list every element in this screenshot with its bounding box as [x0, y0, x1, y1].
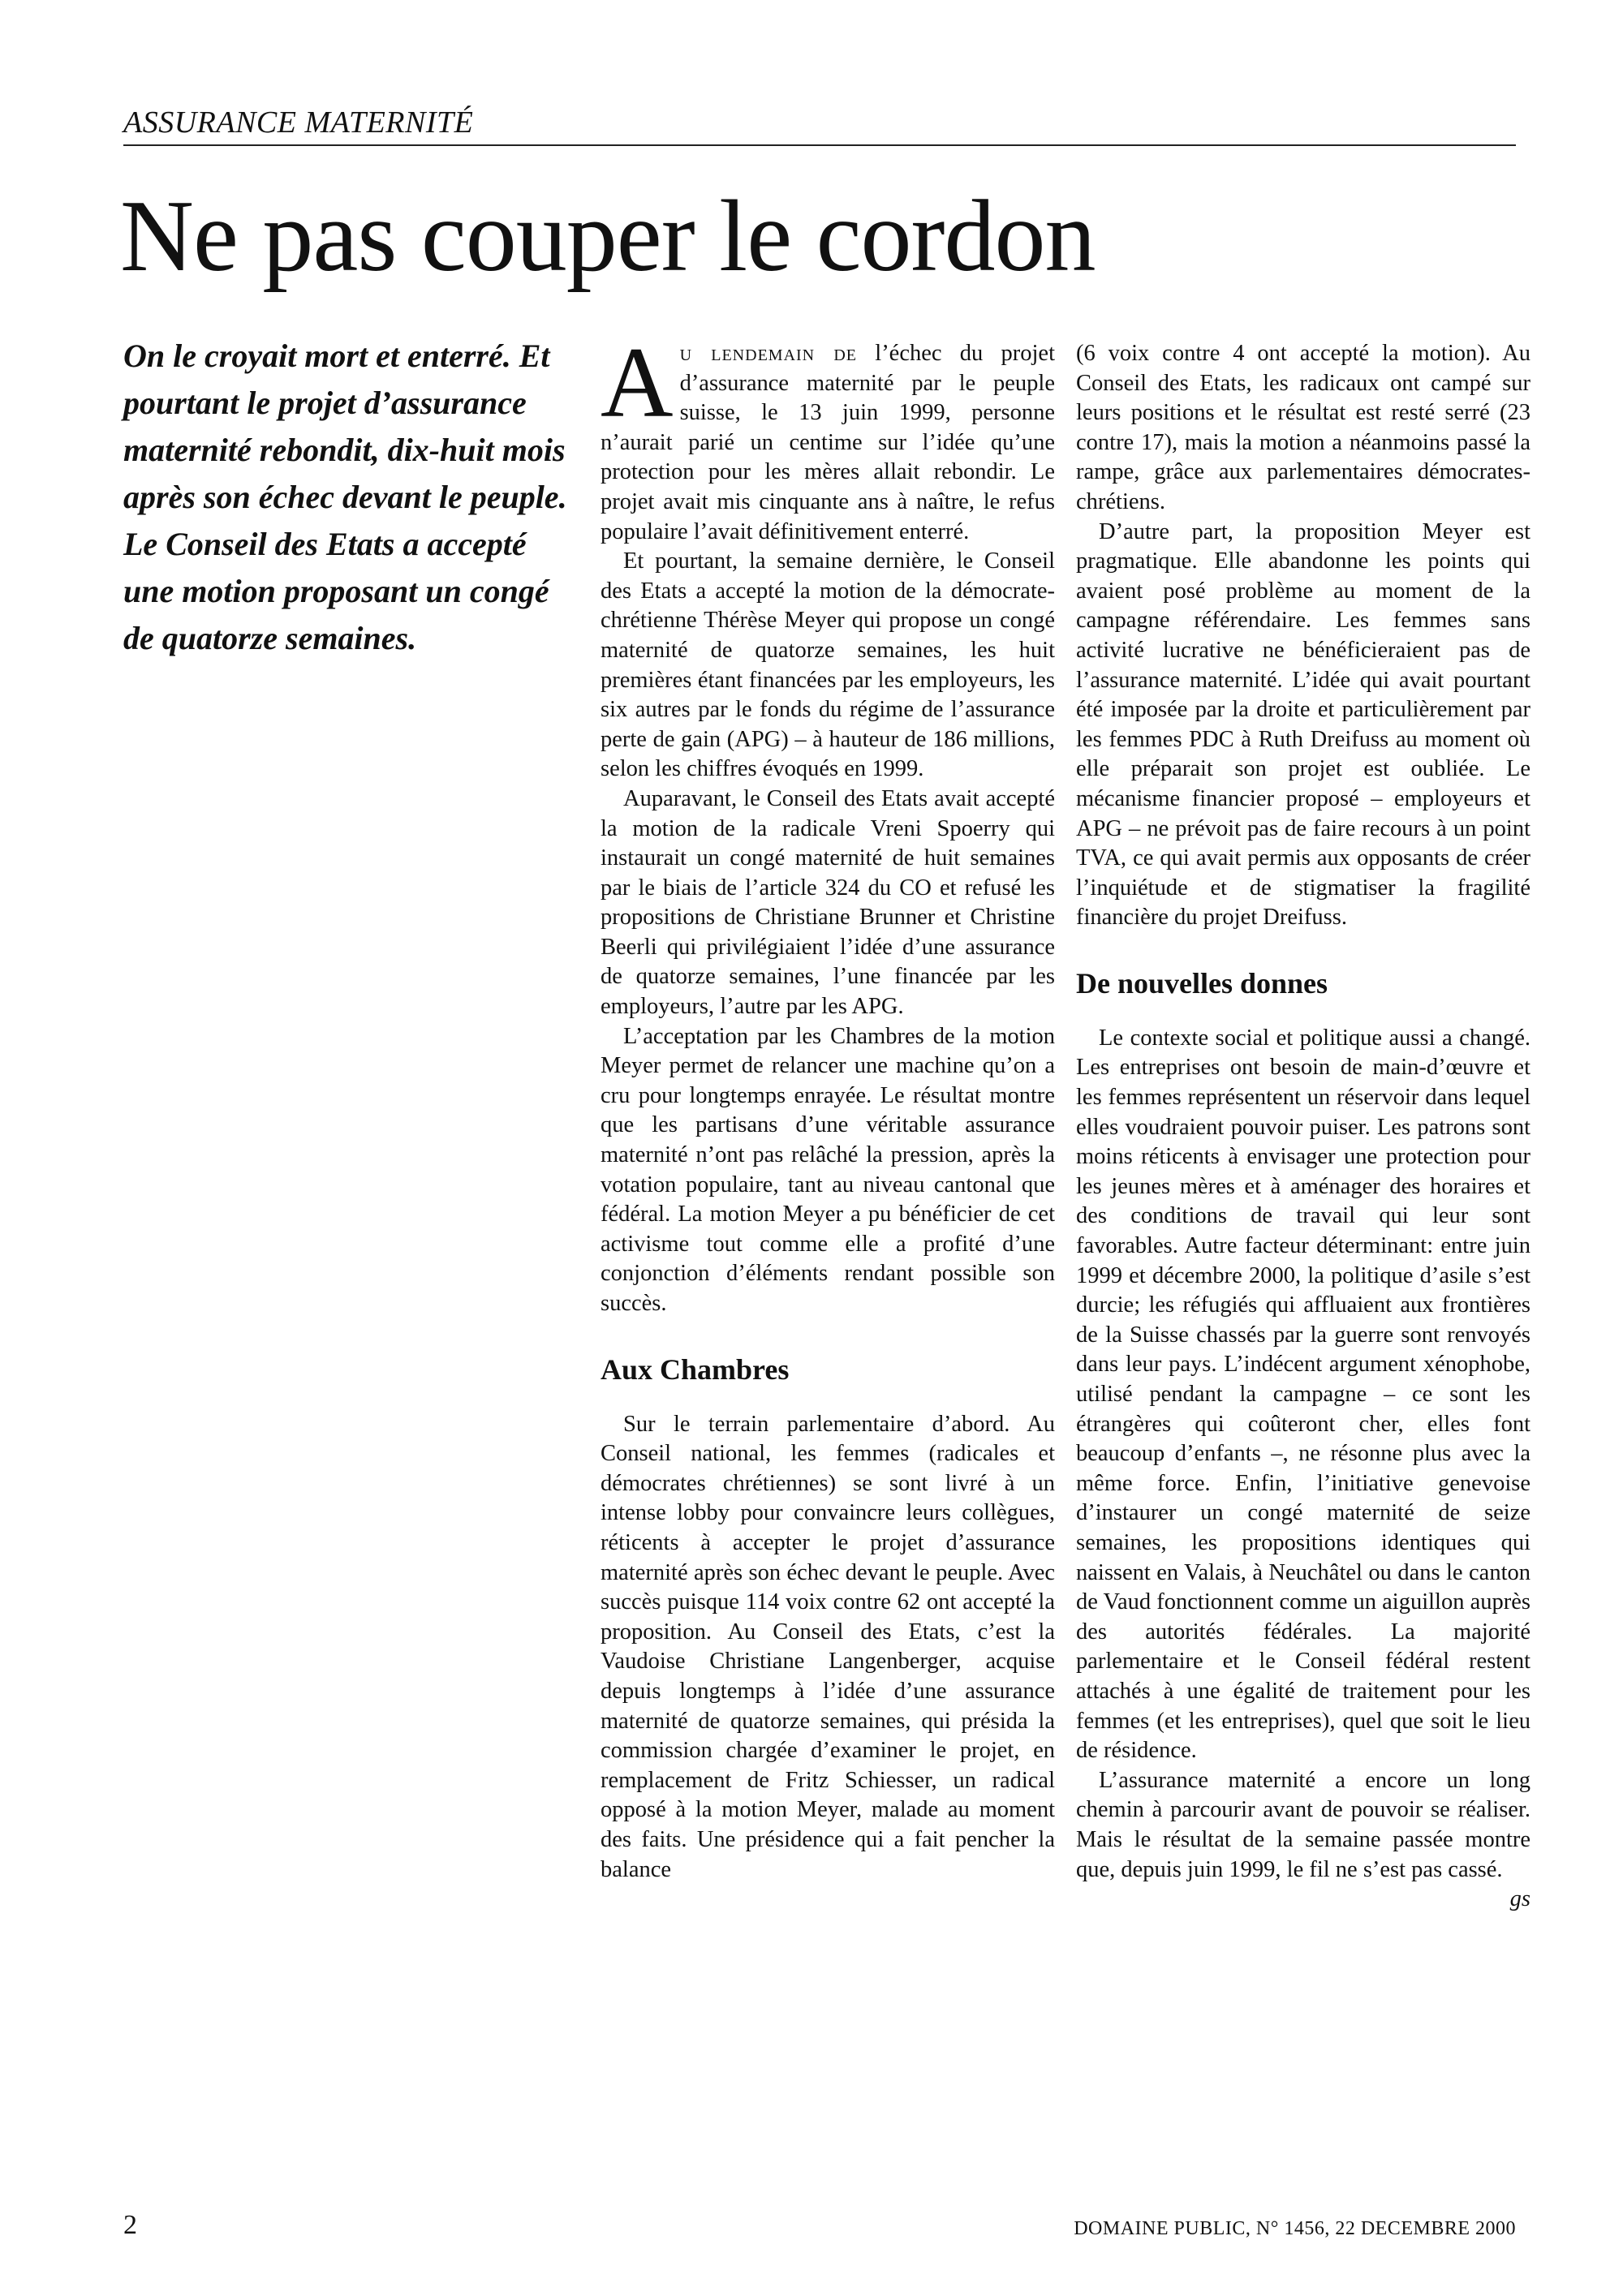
article-lead [123, 333, 578, 662]
publication-info: DOMAINE PUBLIC, N° 1456, 22 DECEMBRE 2000 [1074, 2218, 1516, 2239]
body-paragraph [1076, 1766, 1530, 1912]
body-paragraph: Auparavant, le Conseil des Etats avait accepté la motion de la radicale Vreni Spoerry qui instaurait un congé maternité de huit semaines par le biais de l’article 324 du CO et refusé les propositions de Christiane Brunner et Christine Beerli qui privilégiaient l’idée d’une assurance de quatorze semaines, l’une financée par les employeurs, l’autre par les APG. [601, 785, 1055, 1020]
lead-paragraph-1: On le croyait mort et enterré. Et pourtant le projet d’assurance maternité rebondit, dix-huit mois après son échec devant le peuple. [123, 338, 567, 515]
body-paragraph [601, 327, 1055, 547]
author-signature: gs [1509, 1886, 1530, 1912]
article-column-2 [1076, 339, 1530, 1915]
body-paragraph: Le contexte social et politique aussi a changé. Les entreprises ont besoin de main-d’œuvre et les femmes représentent un réservoir dans lequel elles voudraient pouvoir puiser. Les patrons sont moins réticents à envisager une protection pour les jeunes mères et à aménager des horaires et des conditions de travail qui leur sont favorables. Autre facteur déterminant: entre juin 1999 et décembre 2000, la politique d’asile s’est durcie; les réfugiés qui affluaient aux frontières de la Suisse chassés par la guerre sont renvoyés dans leur pays. L’indécent argument xénophobe, utilisé pendant la campagne – ce sont les étrangères qui coûteront cher, elles font beaucoup d’enfants –, ne résonne plus avec la même force. Enfin, l’initiative genevoise d’instaurer un congé maternité de seize semaines, les propositions identiques qui naissent en Valais, à Neuchâtel ou dans le canton de Vaud fonctionnent comme un aiguillon auprès des autorités fédérales. La majorité parlementaire et le Conseil fédéral restent attachés à une égalité de traitement pour les femmes (et les entreprises), quel que soit le lieu de résidence. [1076, 1025, 1530, 1764]
page-number: 2 [123, 2210, 137, 2240]
body-paragraph: D’autre part, la proposition Meyer est pragmatique. Elle abandonne les points qui avaient posé problème au moment de la campagne référendaire. Les femmes sans activité lucrative ne bénéficieraient pas de l’assurance maternité. L’idée qui avait pourtant été imposée par la droite et particulièrement par les femmes PDC à Ruth Dreifuss au moment où elle préparait son projet est oubliée. Le mécanisme financier proposé – employeurs et APG – ne prévoit pas de faire recours à un point TVA, ce qui avait permis aux opposants de créer l’inquiétude et de stigmatiser la fragilité financière du projet Dreifuss. [1076, 518, 1530, 931]
section-heading: Aux Chambres [601, 1352, 790, 1386]
body-paragraph: L’acceptation par les Chambres de la motion Meyer permet de relancer une machine qu’on a cru pour longtemps enrayée. Le résultat montre que les partisans d’une véritable assurance maternité n’ont pas relâché la pression, après la votation populaire, tant au niveau cantonal que fédéral. La motion Meyer a pu bénéficier de cet activisme tout comme elle a profité d’une conjonction d’éléments rendant possible son succès. [601, 1023, 1055, 1316]
article-headline: Ne pas couper le cordon [120, 180, 1096, 293]
lead-in-smallcaps: u lendemain de [679, 341, 858, 366]
lead-paragraph-2: Le Conseil des Etats a accepté une motion proposant un congé de quatorze semaines. [123, 526, 549, 656]
drop-cap: A [601, 327, 674, 438]
section-heading: De nouvelles donnes [1076, 966, 1328, 1000]
body-paragraph: (6 voix contre 4 ont accepté la motion). Au Conseil des Etats, les radicaux ont campé sur leurs positions et le résultat est resté serré (23 contre 17), mais la motion a néanmoins passé la rampe, grâce aux parlementaires démocrates-chrétiens. [1076, 341, 1530, 514]
body-paragraph: Sur le terrain parlementaire d’abord. Au Conseil national, les femmes (radicales et démocrates chrétiennes) se sont livré à un intense lobby pour convaincre leurs collègues, réticents à accepter le projet d’assurance maternité après son échec devant le peuple. Avec succès puisque 114 voix contre 62 ont accepté la proposition. Au Conseil des Etats, c’est la Vaudoise Christiane Langenberger, acquise depuis longtemps à l’idée d’une assurance maternité de quatorze semaines, qui présida la commission chargée d’examiner le projet, en remplacement de Fritz Schiesser, un radical opposé à la motion Meyer, malade au moment des faits. Une présidence qui a fait pencher la balance [601, 1411, 1055, 1882]
body-paragraph: Et pourtant, la semaine dernière, le Conseil des Etats a accepté la motion de la démocrate-chrétienne Thérèse Meyer qui propose un congé maternité de quatorze semaines, les huit premières étant financées par les employeurs, les six autres par le fonds du régime de l’assurance perte de gain (APG) – à hauteur de 186 millions, selon les chiffres évoqués en 1999. [601, 548, 1055, 782]
article-column-1 [601, 327, 1055, 1885]
paragraph-text: l’échec du projet d’assurance maternité par le peuple suisse, le 13 juin 1999, personne n’aurait parié un centime sur l’idée qu’une protection pour les mères allait rebondir. Le projet avait mis cinquante ans à naître, le refus populaire l’avait définitivement enterré. [601, 341, 1055, 544]
paragraph-text: L’assurance maternité a encore un long chemin à parcourir avant de pouvoir se réaliser. Mais le résultat de la semaine passée montre que, depuis juin 1999, le fil ne s’est pas cassé. [1076, 1767, 1530, 1882]
section-kicker: ASSURANCE MATERNITÉ [123, 104, 1516, 146]
